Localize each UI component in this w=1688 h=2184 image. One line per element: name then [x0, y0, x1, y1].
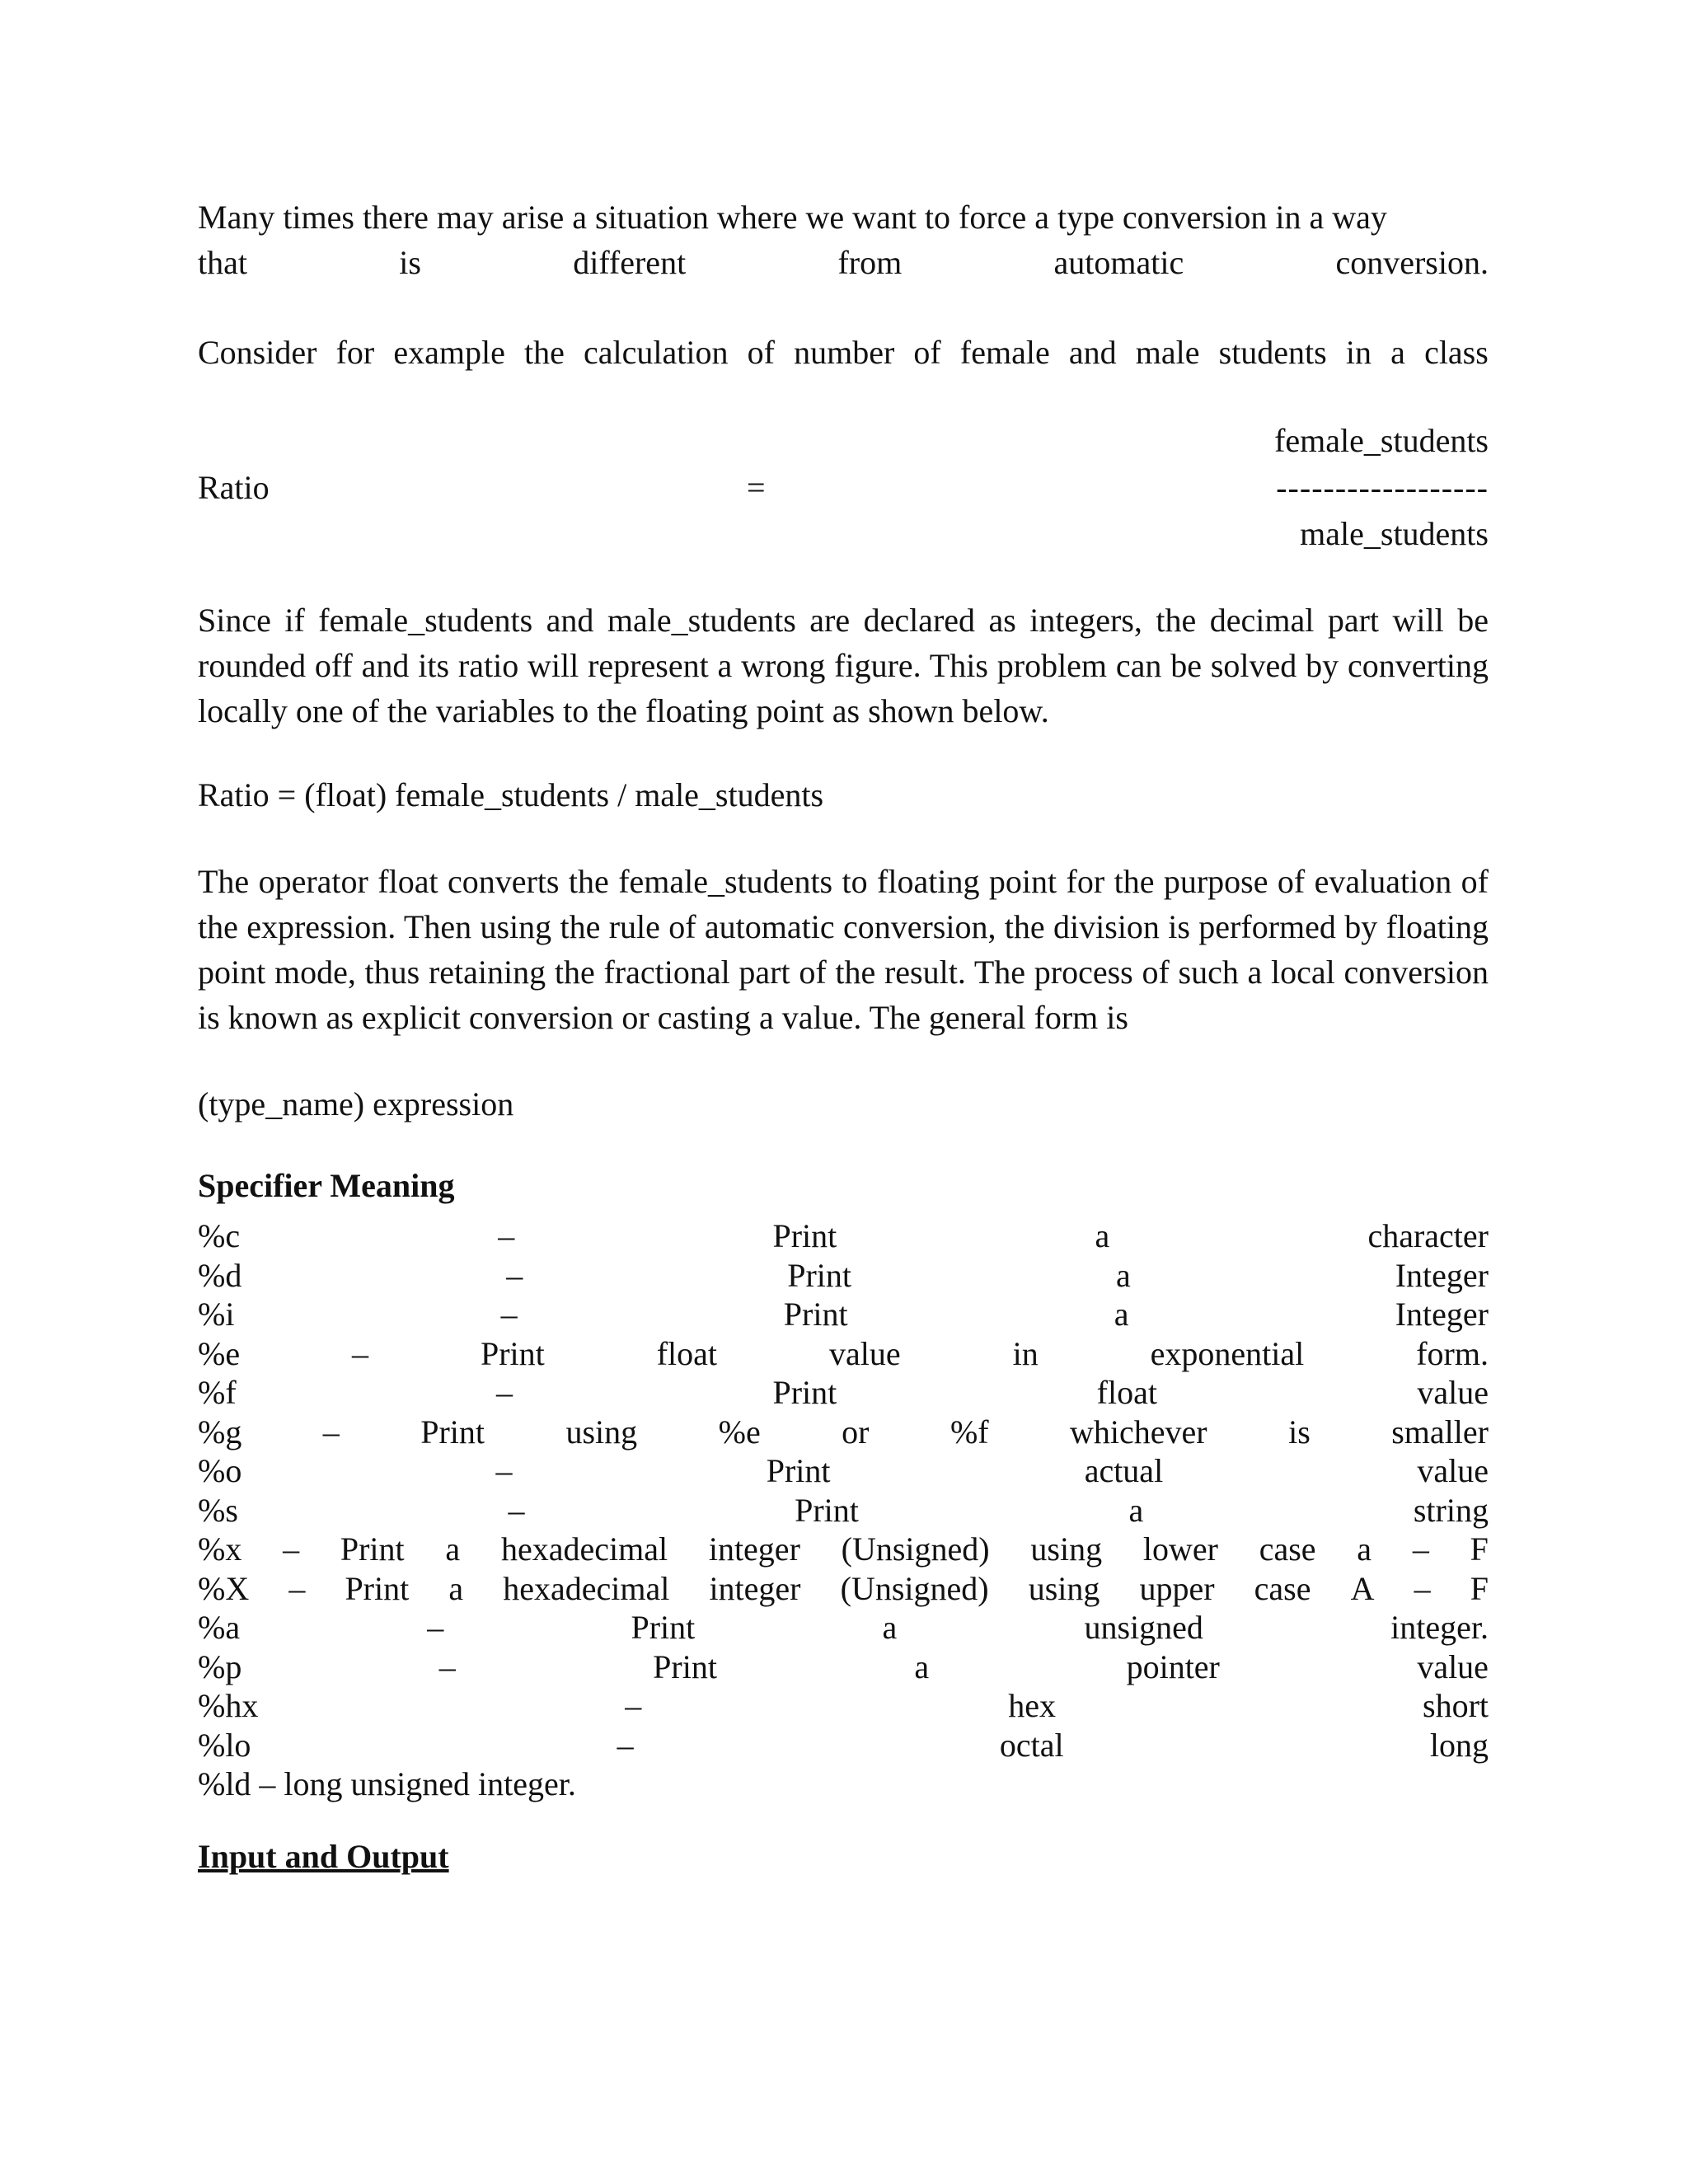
word: %e	[198, 1334, 241, 1372]
word: –	[1414, 1569, 1431, 1607]
specifier-row	[198, 1413, 1489, 1452]
word: %s	[198, 1491, 238, 1529]
specifier-row	[198, 1491, 1489, 1530]
word: –	[617, 1726, 634, 1764]
word: –	[496, 1374, 513, 1411]
word: –	[495, 1452, 513, 1489]
specifier-row	[198, 1608, 1489, 1647]
word: A	[1350, 1569, 1375, 1607]
word: integer	[709, 1569, 801, 1607]
ratio-denominator: male_students	[1300, 515, 1489, 552]
word: (Unsigned)	[840, 1569, 989, 1607]
word: a	[882, 1609, 898, 1646]
word: exponential	[1150, 1334, 1305, 1372]
word: value	[1417, 1452, 1489, 1489]
word: –	[427, 1609, 444, 1646]
word: using	[1028, 1569, 1100, 1607]
word: or	[842, 1413, 870, 1451]
word: a	[445, 1530, 461, 1568]
word: actual	[1084, 1452, 1164, 1489]
word: automatic	[1053, 244, 1184, 281]
word: hexadecimal	[503, 1569, 670, 1607]
paragraph-line	[198, 240, 1489, 285]
word: %X	[198, 1569, 250, 1607]
word: –	[352, 1334, 369, 1372]
word: different	[573, 244, 687, 281]
word: and	[1068, 334, 1117, 371]
word: long	[1429, 1726, 1489, 1764]
word: Print	[783, 1296, 848, 1333]
word: short	[1423, 1687, 1489, 1724]
word: character	[1367, 1217, 1489, 1254]
word: %g	[198, 1413, 242, 1451]
word: %d	[198, 1256, 242, 1294]
specifier-row	[198, 1216, 1489, 1256]
ratio-numerator: female_students	[1274, 422, 1489, 459]
word: in	[1012, 1334, 1039, 1372]
specifier-row	[198, 1726, 1489, 1765]
ratio-formula	[198, 418, 1489, 558]
document-page	[198, 194, 1489, 1879]
specifier-row	[198, 1334, 1489, 1374]
word: integer	[708, 1530, 800, 1568]
word: male	[1135, 334, 1200, 371]
word: using	[1030, 1530, 1103, 1568]
word: integer.	[1390, 1609, 1489, 1646]
word: %f	[198, 1374, 237, 1411]
word: (Unsigned)	[841, 1530, 990, 1568]
word: %hx	[198, 1687, 259, 1724]
specifier-row	[198, 1569, 1489, 1609]
specifier-row	[198, 1295, 1489, 1334]
word: Print	[631, 1609, 696, 1646]
specifier-row	[198, 1686, 1489, 1726]
word: Integer	[1395, 1296, 1489, 1333]
paragraph-integer-rounding: Since if female_students and male_students are declared as integers, the decimal part will be rounded off and its ratio will represent a wrong figure. This problem can be solved by converting locally one of the variables to the floating point as shown below.	[198, 602, 1489, 729]
word: –	[322, 1413, 340, 1451]
word: %a	[198, 1609, 241, 1646]
word: form.	[1416, 1334, 1489, 1372]
word: pointer	[1126, 1647, 1220, 1685]
word: using	[565, 1413, 638, 1451]
word: %c	[198, 1217, 241, 1254]
word: conversion.	[1335, 244, 1489, 281]
word: Print	[420, 1413, 485, 1451]
word: lower	[1142, 1530, 1218, 1568]
ratio-equals-sign: =	[747, 469, 766, 506]
word: for	[335, 334, 375, 371]
word: float	[656, 1334, 718, 1372]
word: octal	[999, 1726, 1064, 1764]
word: Print	[340, 1530, 405, 1568]
word: %p	[198, 1647, 242, 1685]
word: that	[198, 244, 247, 281]
word: hexadecimal	[500, 1530, 668, 1568]
word: a	[1114, 1296, 1129, 1333]
word: a	[1128, 1491, 1144, 1529]
specifier-row	[198, 1451, 1489, 1491]
word: value	[1417, 1647, 1489, 1685]
word: is	[399, 244, 421, 281]
word: –	[1412, 1530, 1429, 1568]
word: hex	[1008, 1687, 1057, 1724]
word: string	[1413, 1491, 1489, 1529]
paragraph-consider-example	[198, 330, 1489, 375]
word: Print	[653, 1647, 717, 1685]
word: a	[914, 1647, 930, 1685]
word: Print	[772, 1374, 837, 1411]
word: Print	[772, 1217, 837, 1254]
word: example	[393, 334, 505, 371]
word: value	[1417, 1374, 1489, 1411]
ratio-label: Ratio	[198, 469, 270, 506]
word: unsigned	[1084, 1609, 1203, 1646]
paragraph-type-conversion-intro	[198, 194, 1489, 285]
word: Print	[795, 1491, 859, 1529]
ratio-fraction-bar: ------------------	[1276, 469, 1489, 506]
paragraph-line: Many times there may arise a situation where we want to force a type conversion in a way	[198, 199, 1387, 236]
word: %f	[950, 1413, 989, 1451]
word: Consider	[198, 334, 317, 371]
word: Integer	[1395, 1256, 1489, 1294]
paragraph-float-operator: The operator float converts the female_students to floating point for the purpose of evaluation of the expression. Then using the rule of automatic conversion, the division is performed by floating point mode, thus retaining the fractional part of the result. The process of such a local conversion is known as explicit conversion or casting a value. The general form is	[198, 863, 1489, 1036]
word: calculation	[584, 334, 729, 371]
word: a	[1357, 1530, 1372, 1568]
word: a	[448, 1569, 464, 1607]
word: students	[1218, 334, 1327, 371]
word: –	[283, 1530, 300, 1568]
word: –	[506, 1256, 523, 1294]
word: Print	[480, 1334, 545, 1372]
word: %o	[198, 1452, 242, 1489]
cast-example: Ratio = (float) female_students / male_students	[198, 776, 824, 813]
general-form: (type_name) expression	[198, 1085, 514, 1122]
word: –	[288, 1569, 306, 1607]
word: in	[1345, 334, 1372, 371]
word: Print	[787, 1256, 852, 1294]
word: a	[1095, 1217, 1110, 1254]
word: Print	[766, 1452, 831, 1489]
word: –	[625, 1687, 642, 1724]
specifier-list	[198, 1216, 1489, 1804]
word: of	[747, 334, 775, 371]
word: value	[829, 1334, 901, 1372]
word: a	[1115, 1256, 1131, 1294]
word: from	[837, 244, 903, 281]
word: a	[1390, 334, 1405, 371]
word: –	[508, 1491, 525, 1529]
word: smaller	[1391, 1413, 1489, 1451]
specifier-row	[198, 1256, 1489, 1296]
word: female	[959, 334, 1050, 371]
word: is	[1288, 1413, 1311, 1451]
word: %lo	[198, 1726, 251, 1764]
section-heading-input-output: Input and Output	[198, 1837, 449, 1875]
word: case	[1259, 1530, 1316, 1568]
specifier-row	[198, 1647, 1489, 1687]
word: upper	[1139, 1569, 1215, 1607]
word: %e	[718, 1413, 761, 1451]
word: –	[500, 1296, 518, 1333]
word: –	[438, 1647, 456, 1685]
word: F	[1470, 1569, 1489, 1607]
word: number	[794, 334, 895, 371]
word: class	[1424, 334, 1489, 371]
word: case	[1254, 1569, 1311, 1607]
word: of	[913, 334, 941, 371]
word: Print	[345, 1569, 410, 1607]
specifier-heading: Specifier Meaning	[198, 1167, 455, 1204]
word: the	[524, 334, 565, 371]
word: whichever	[1070, 1413, 1207, 1451]
word: –	[498, 1217, 515, 1254]
word: %i	[198, 1296, 235, 1333]
word: %x	[198, 1530, 242, 1568]
specifier-row	[198, 1530, 1489, 1569]
word: float	[1096, 1374, 1157, 1411]
word: F	[1470, 1530, 1489, 1568]
specifier-row: %ld – long unsigned integer.	[198, 1765, 576, 1802]
specifier-row	[198, 1373, 1489, 1413]
